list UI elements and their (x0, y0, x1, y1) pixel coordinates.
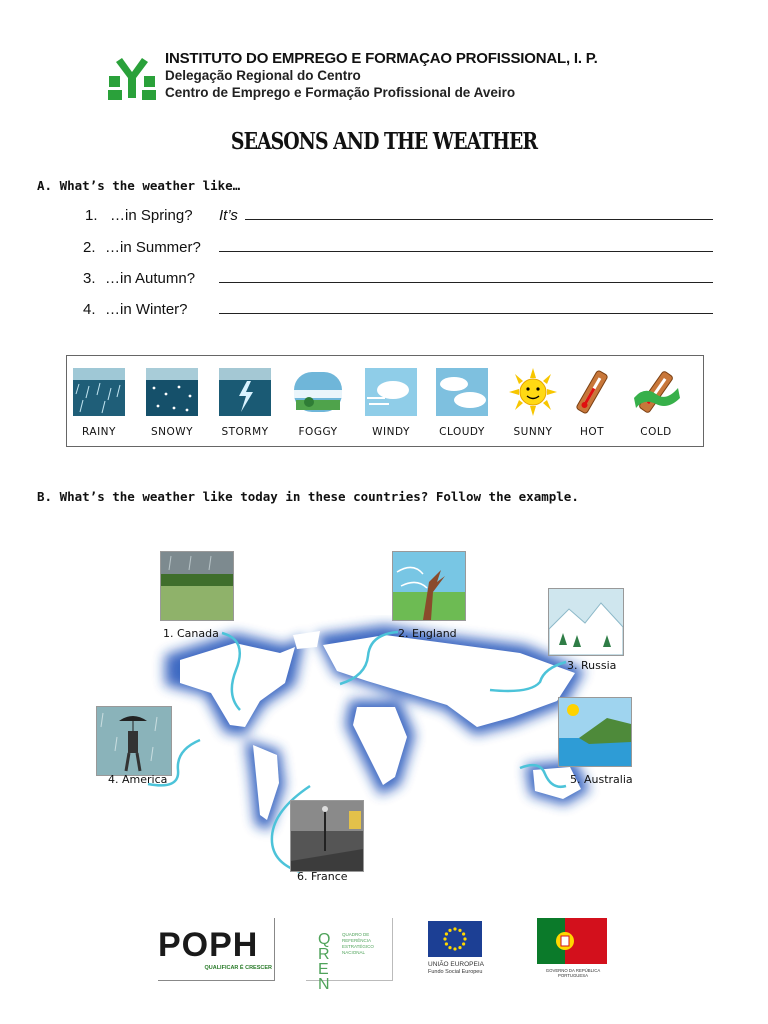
answer-starter: It’s (219, 207, 238, 224)
fog-icon (292, 368, 344, 416)
weather-item-stormy (217, 368, 273, 438)
america-photo (96, 706, 172, 776)
weather-label: CLOUDY (439, 426, 485, 438)
question-1 (85, 207, 715, 227)
question-number: 3. (83, 270, 96, 287)
canada-photo (160, 551, 234, 621)
question-text: …in Winter? (105, 301, 188, 318)
weather-label: SNOWY (150, 426, 194, 438)
qren-text: QUADRO DE REFERÊNCIA ESTRATÉGICO NACIONAL (342, 932, 374, 955)
weather-item-rainy (71, 368, 127, 438)
question-number: 4. (83, 301, 96, 318)
weather-label: RAINY (82, 426, 116, 438)
section-b-heading: B. What’s the weather like today in these countries? Follow the example. (37, 489, 579, 504)
poph-wordmark: POPH (158, 926, 259, 964)
sun-icon (507, 368, 559, 416)
eu-text: UNIÃO EUROPEIA (428, 961, 484, 968)
answer-line-2[interactable] (219, 251, 713, 252)
question-text: …in Spring? (110, 207, 193, 224)
eu-logo (425, 918, 499, 980)
qren-logo (306, 918, 393, 993)
delegation-name: Delegação Regional do Centro (165, 68, 361, 83)
worksheet-title: SEASONS AND THE WEATHER (230, 128, 538, 155)
storm-icon (219, 368, 271, 416)
question-4 (83, 301, 715, 321)
gov-text: GOVERNO DA REPÚBLICA PORTUGUESA (545, 968, 601, 978)
question-text: …in Autumn? (105, 270, 196, 287)
france-photo (290, 800, 364, 872)
country-label-canada: 1. Canada (163, 627, 219, 640)
weather-label: SUNNY (513, 426, 553, 438)
answer-line-4[interactable] (219, 313, 713, 314)
weather-label: WINDY (372, 426, 410, 438)
qren-wordmark: QREN (318, 931, 331, 993)
thermometer-cold-icon (630, 368, 682, 416)
rain-icon (73, 368, 125, 416)
country-label-russia: 3. Russia (567, 659, 617, 672)
country-label-america: 4. America (108, 773, 168, 786)
question-text: …in Summer? (105, 239, 201, 256)
country-label-france: 6. France (297, 870, 348, 883)
question-3 (83, 270, 715, 290)
england-photo (392, 551, 466, 621)
eu-fund-text: Fundo Social Europeu (428, 969, 483, 975)
portugal-flag-icon (537, 918, 607, 964)
question-number: 2. (83, 239, 96, 256)
iefp-logo (106, 54, 158, 100)
cloud-icon (436, 368, 488, 416)
poph-logo (158, 918, 275, 981)
poph-tagline: QUALIFICAR É CRESCER (204, 965, 272, 971)
thermometer-hot-icon (566, 368, 618, 416)
weather-item-hot (564, 368, 620, 438)
weather-item-windy (363, 368, 419, 438)
weather-label: COLD (640, 426, 672, 438)
wind-icon (365, 368, 417, 416)
weather-item-cloudy (434, 368, 490, 438)
eu-flag-icon (428, 921, 482, 957)
weather-label: STORMY (221, 426, 269, 438)
weather-vocabulary-box (66, 355, 704, 447)
snow-icon (146, 368, 198, 416)
weather-label: HOT (579, 426, 605, 438)
weather-label: FOGGY (298, 426, 338, 438)
institute-name: INSTITUTO DO EMPREGO E FORMAÇAO PROFISSIONAL, I. P. (165, 50, 598, 67)
australia-photo (558, 697, 632, 767)
country-label-england: 2. England (398, 627, 457, 640)
weather-item-snowy (144, 368, 200, 438)
russia-photo (548, 588, 624, 656)
question-number: 1. (85, 207, 98, 224)
weather-item-cold (628, 368, 684, 438)
centre-name: Centro de Emprego e Formação Profissional de Aveiro (165, 85, 516, 100)
answer-line-1[interactable] (245, 219, 713, 220)
portugal-government-logo (537, 918, 609, 980)
weather-item-foggy (290, 368, 346, 438)
question-2 (83, 239, 715, 259)
country-label-australia: 5. Australia (570, 773, 633, 786)
answer-line-3[interactable] (219, 282, 713, 283)
weather-item-sunny (505, 368, 561, 438)
section-a-heading: A. What’s the weather like… (37, 178, 241, 193)
